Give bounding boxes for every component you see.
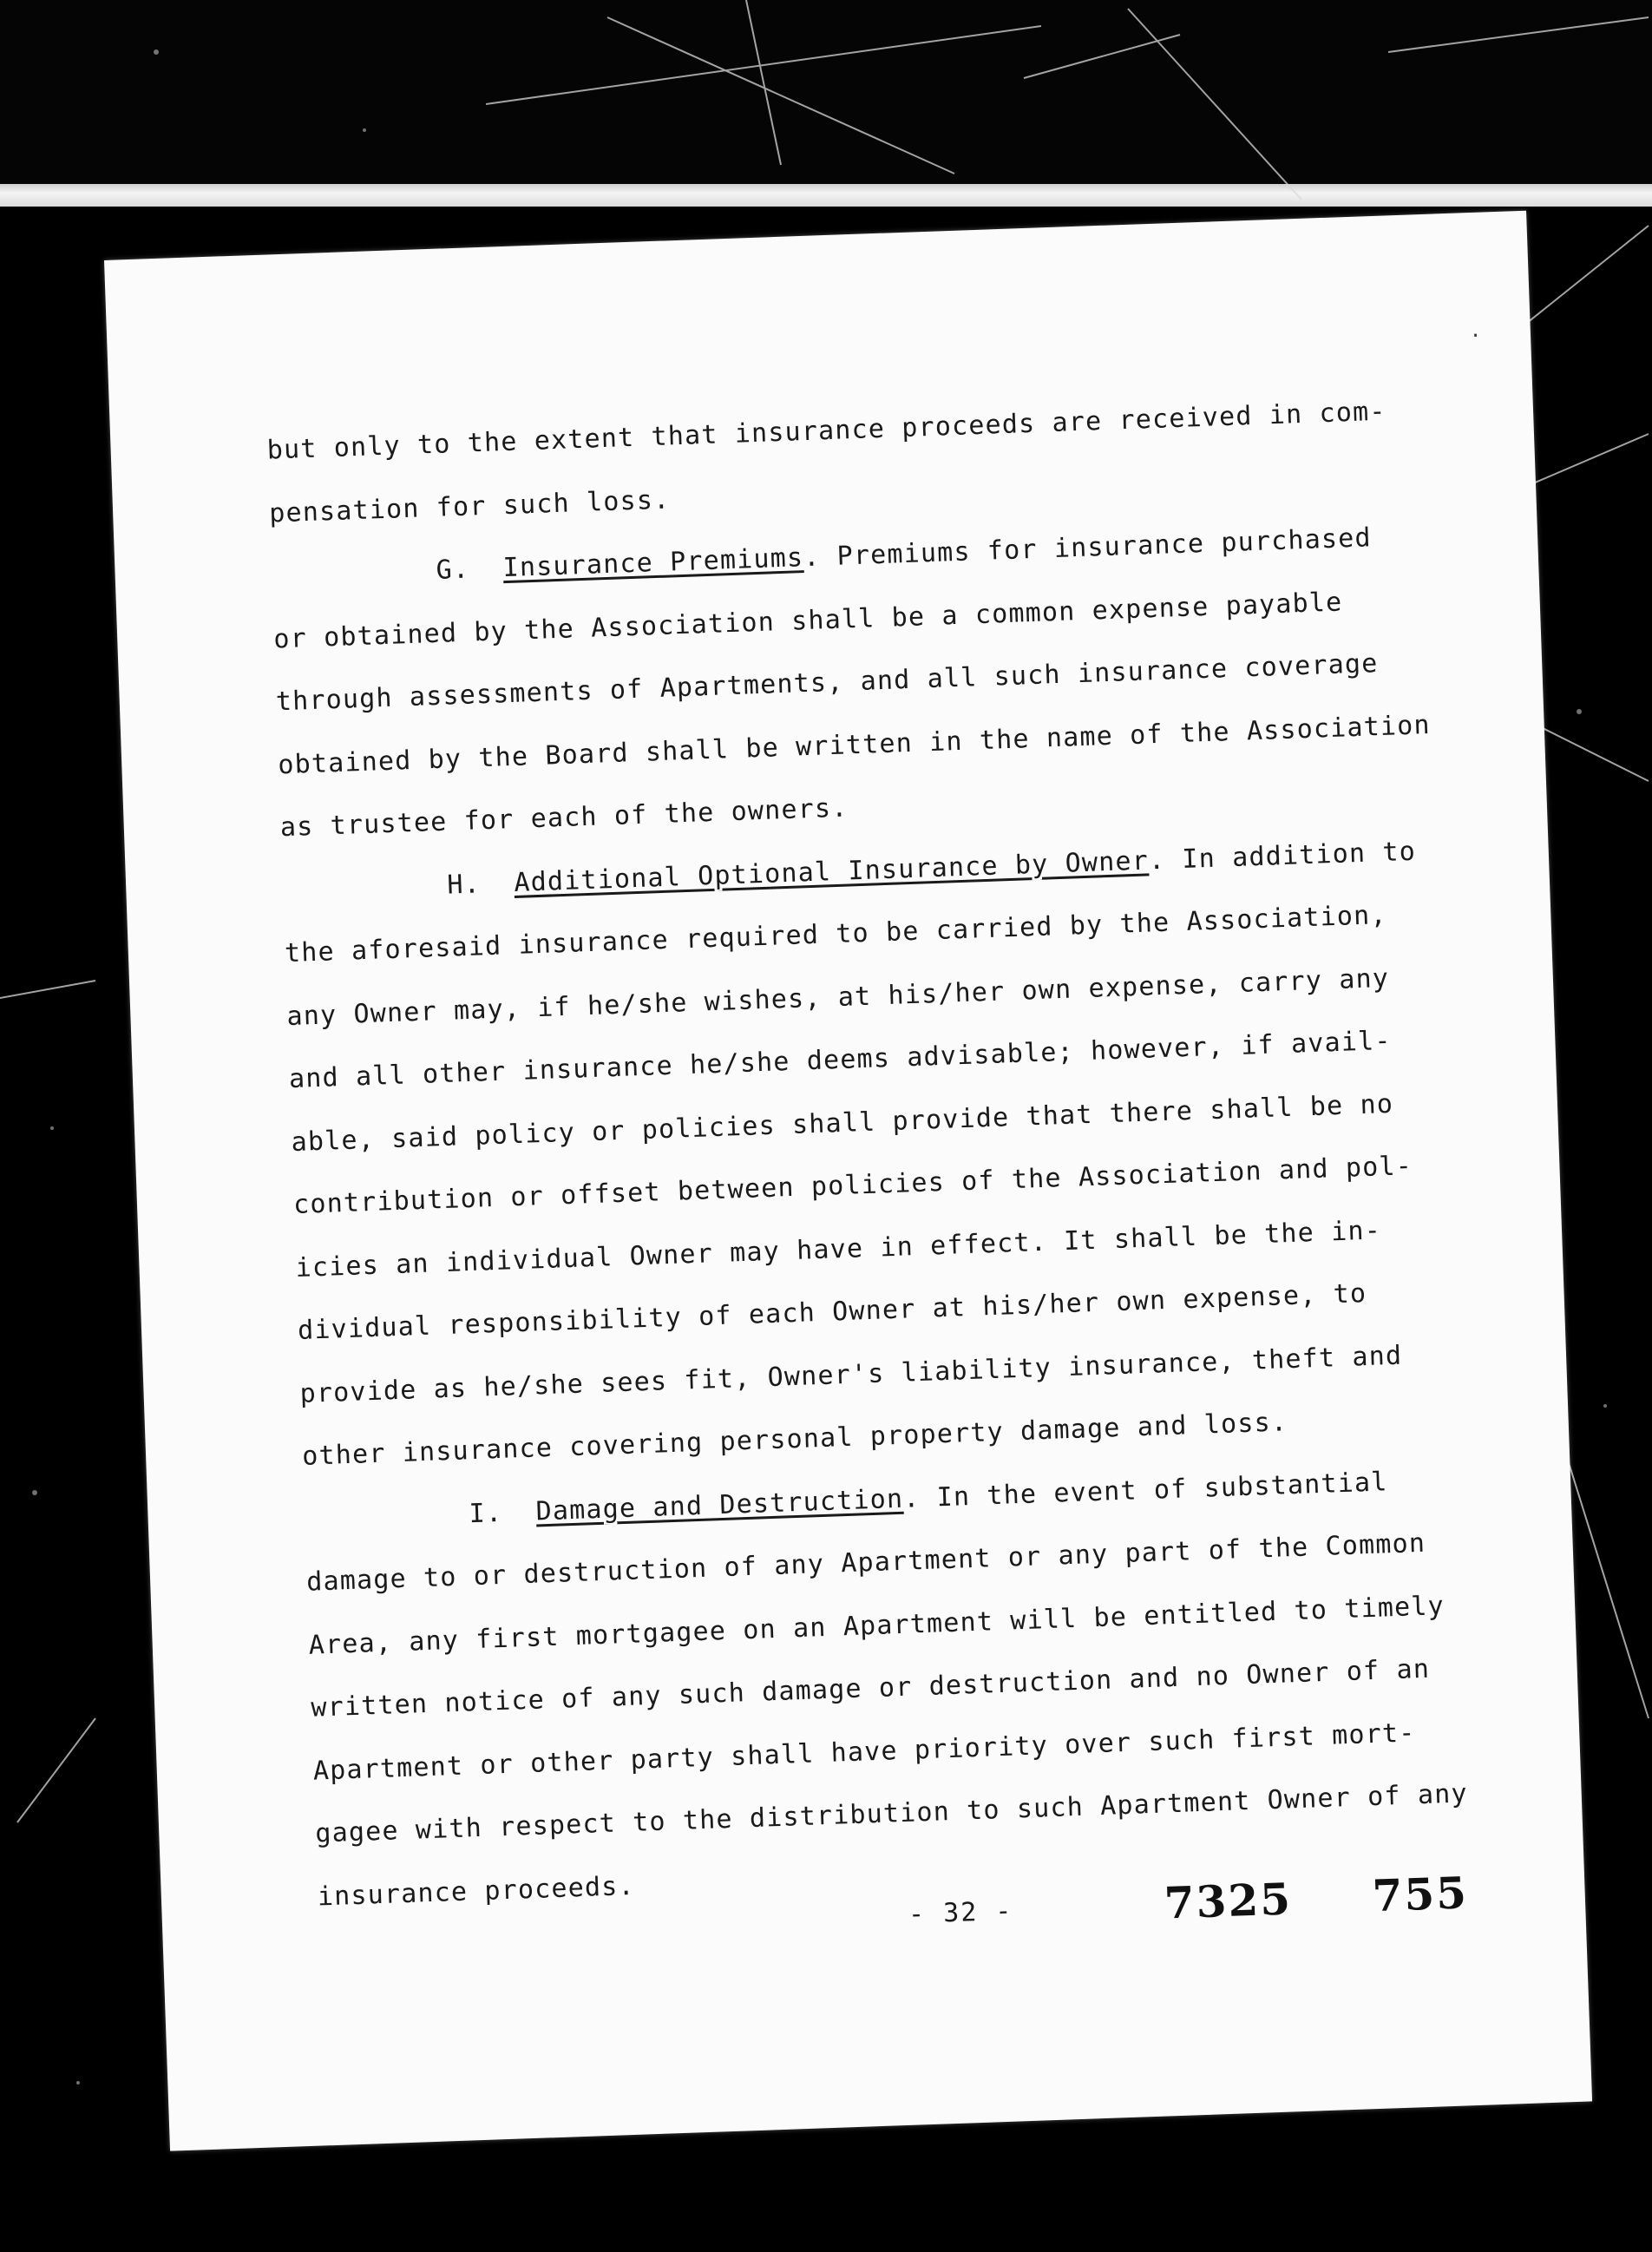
- text-line: any Owner may, if he/she wishes, at his/her own expense, carry any: [285, 962, 1390, 1032]
- text-line: able, said policy or policies shall provide that there shall be no: [290, 1088, 1394, 1158]
- text-line: contribution or offset between policies of the Association and pol-: [292, 1151, 1413, 1221]
- text-line: or obtained by the Association shall be a common expense payable: [272, 586, 1343, 654]
- corner-mark: ·: [1469, 325, 1482, 348]
- section-g-rest: . Premiums for insurance purchased: [803, 522, 1373, 574]
- page-number-stamp: 755: [1371, 1867, 1470, 1922]
- text-line: the aforesaid insurance required to be carried by the Association,: [284, 899, 1388, 969]
- book-number-stamp: 7325: [1163, 1873, 1293, 1929]
- text-line: icies an individual Owner may have in effect. It shall be the in-: [295, 1214, 1382, 1284]
- document-page: [104, 211, 1592, 2151]
- section-i-letter: I.: [469, 1497, 503, 1529]
- text-line: damage to or destruction of any Apartment or any part of the Common: [305, 1527, 1426, 1598]
- text-line: Apartment or other party shall have priority over such first mort-: [312, 1717, 1416, 1787]
- section-h-heading: Additional Optional Insurance by Owner: [513, 844, 1150, 898]
- text-line: and all other insurance he/she deems advisable; however, if avail-: [288, 1025, 1393, 1095]
- text-line: insurance proceeds.: [317, 1870, 636, 1913]
- text-line: through assessments of Apartments, and all such insurance coverage: [275, 648, 1379, 718]
- document-body: [266, 379, 1472, 1928]
- text-line: but only to the extent that insurance proceeds are received in com-: [266, 396, 1387, 466]
- page-number: - 32 -: [908, 1895, 1014, 1930]
- section-h-letter: H.: [446, 868, 482, 901]
- section-i-rest: . In the event of substantial: [902, 1466, 1389, 1514]
- text-line: as trustee for each of the owners.: [279, 792, 849, 844]
- section-g-heading: Insurance Premiums: [502, 542, 804, 584]
- section-i-heading: Damage and Destruction: [535, 1483, 904, 1527]
- text-line: provide as he/she sees fit, Owner's liability insurance, theft and: [299, 1340, 1403, 1409]
- text-line: dividual responsibility of each Owner at his/her own expense, to: [297, 1277, 1367, 1346]
- text-line: pensation for such loss.: [268, 483, 671, 529]
- text-line: written notice of any such damage or destruction and no Owner of an: [310, 1653, 1431, 1723]
- text-line: gagee with respect to the distribution to such Apartment Owner of any: [314, 1778, 1469, 1849]
- text-line: Area, any first mortgagee on an Apartment will be entitled to timely: [308, 1590, 1446, 1661]
- text-line: obtained by the Board shall be written in the name of the Association: [277, 709, 1432, 780]
- text-line: other insurance covering personal property damage and loss.: [301, 1407, 1288, 1472]
- section-h-rest: . In addition to: [1148, 836, 1417, 876]
- section-g-letter: G.: [436, 554, 470, 586]
